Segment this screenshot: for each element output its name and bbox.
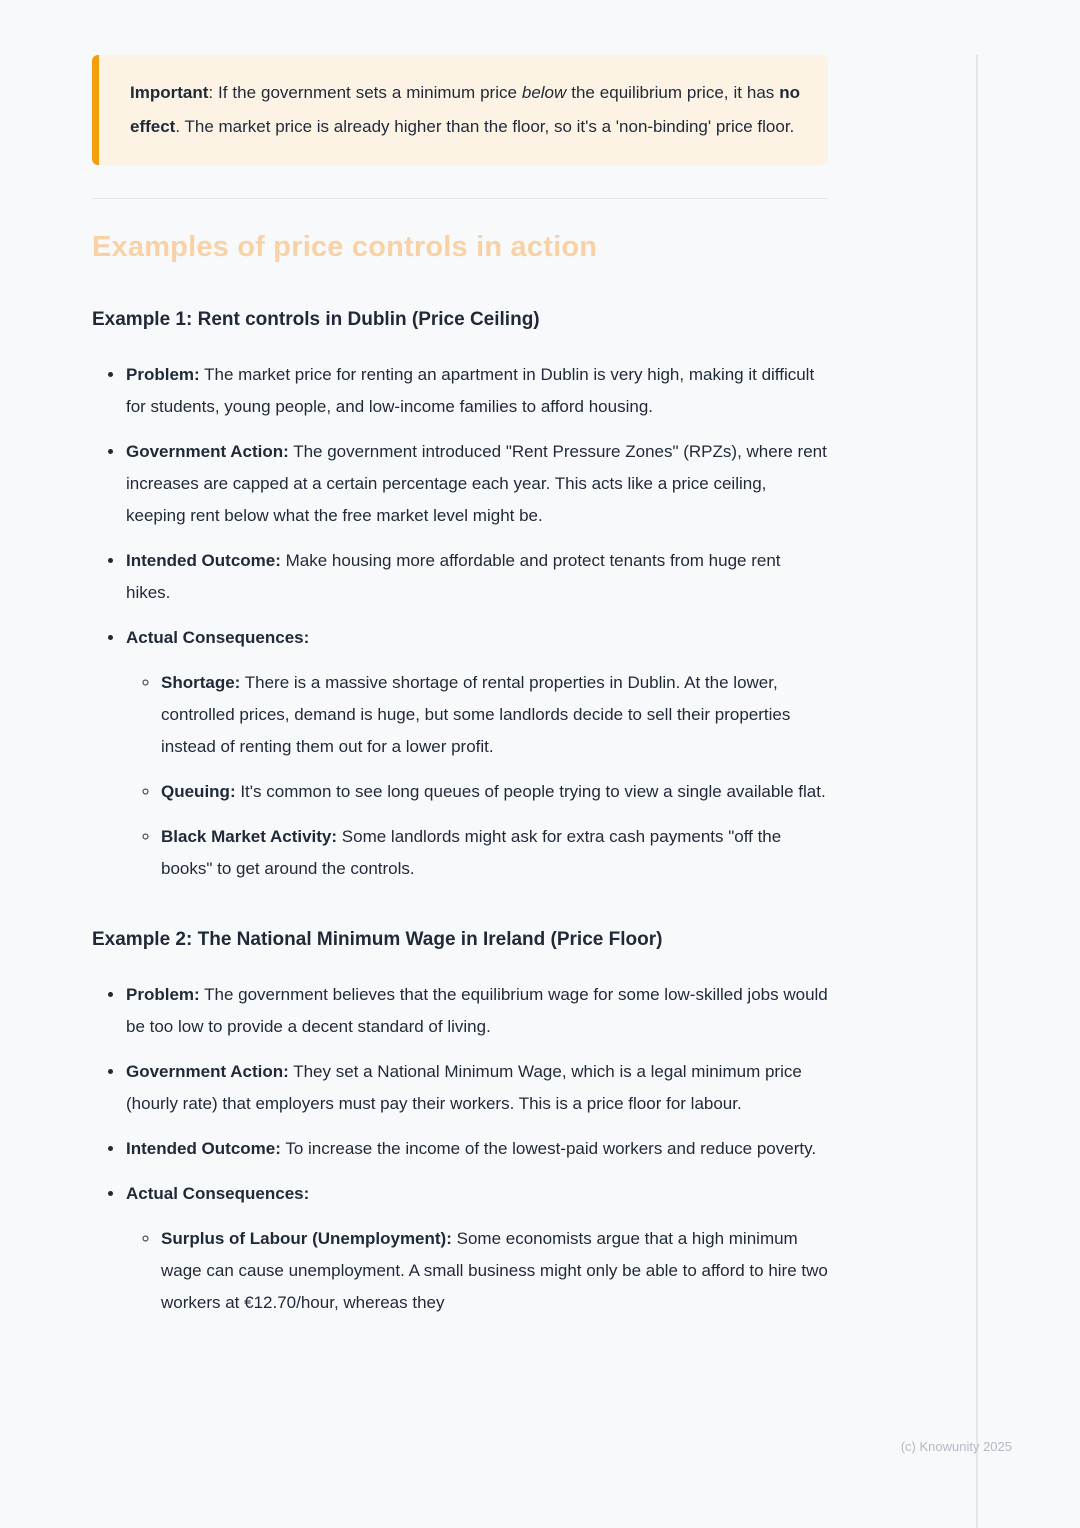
important-callout <box>92 55 828 165</box>
sub-list-item <box>160 1223 828 1319</box>
list-item <box>125 979 828 1043</box>
list-item-consequences <box>125 1178 828 1319</box>
list-item <box>125 1056 828 1120</box>
list-item <box>125 1133 828 1165</box>
copyright-text: (c) Knowunity 2025 <box>900 1439 1012 1454</box>
page-edge-line <box>976 55 978 1528</box>
callout-text <box>130 76 800 144</box>
bullet-text: The government introduced "Rent Pressure Zones" (RPZs), where rent increases are capped at a certain percentage each year. This acts like a price ceiling, keeping rent below what the free market level might be. <box>126 442 827 525</box>
bullet-label: Problem: <box>126 985 200 1004</box>
section-title: Examples of price controls in action <box>92 231 598 263</box>
example1-heading: Example 1: Rent controls in Dublin (Price Ceiling) <box>92 309 540 330</box>
bullet-text: They set a National Minimum Wage, which is a legal minimum price (hourly rate) that employers must pay their workers. This is a price floor for labour. <box>126 1062 802 1113</box>
bullet-label: Black Market Activity: <box>161 827 338 846</box>
callout-run: . The market price is already higher than the floor, so it's a 'non-binding' price floor. <box>175 117 795 136</box>
bullet-label: Government Action: <box>126 442 289 461</box>
bullet-label: Intended Outcome: <box>126 551 281 570</box>
bullet-label: Actual Consequences: <box>126 1184 310 1203</box>
list-item <box>125 359 828 423</box>
callout-bold-no-effect: no effect <box>130 83 800 136</box>
bullet-text: To increase the income of the lowest-paid workers and reduce poverty. <box>280 1139 817 1158</box>
bullet-label: Intended Outcome: <box>126 1139 281 1158</box>
list-item-consequences <box>125 622 828 885</box>
bullet-text: Some landlords might ask for extra cash payments "off the books" to get around the controls. <box>161 827 782 878</box>
bullet-label: Surplus of Labour (Unemployment): <box>161 1229 452 1248</box>
bullet-text: The government believes that the equilibrium wage for some low-skilled jobs would be too low to provide a decent standard of living. <box>126 985 828 1036</box>
example1-consequences-sublist <box>126 667 828 885</box>
list-item <box>125 545 828 609</box>
bullet-text: There is a massive shortage of rental properties in Dublin. At the lower, controlled prices, demand is huge, but some landlords decide to sell their properties instead of renting them out for a lower profit. <box>161 673 791 756</box>
list-item <box>125 436 828 532</box>
bullet-label: Shortage: <box>161 673 241 692</box>
document-content <box>92 55 828 1332</box>
sub-list-item <box>160 667 828 763</box>
bullet-text: It's common to see long queues of people trying to view a single available flat. <box>235 782 826 801</box>
bullet-text: Make housing more affordable and protect tenants from huge rent hikes. <box>126 551 781 602</box>
section-divider <box>92 198 828 199</box>
callout-run: the equilibrium price, it has <box>566 83 780 102</box>
bullet-label: Actual Consequences: <box>126 628 310 647</box>
example2-list <box>92 979 828 1319</box>
callout-run: : If the government sets a minimum price <box>208 83 522 102</box>
example1-list <box>92 359 828 885</box>
bullet-label: Government Action: <box>126 1062 289 1081</box>
bullet-label: Queuing: <box>161 782 236 801</box>
callout-bold-important: Important <box>130 83 209 102</box>
example2-consequences-sublist <box>126 1223 828 1319</box>
bullet-text: The market price for renting an apartment in Dublin is very high, making it difficult for students, young people, and low-income families to afford housing. <box>126 365 815 416</box>
bullet-text: Some economists argue that a high minimum wage can cause unemployment. A small business might only be able to afford to hire two workers at €12.70/hour, whereas they <box>161 1229 828 1312</box>
example2-heading: Example 2: The National Minimum Wage in Ireland (Price Floor) <box>92 929 663 950</box>
sub-list-item <box>160 821 828 885</box>
callout-italic-below: below <box>521 83 567 102</box>
sub-list-item <box>160 776 828 808</box>
bullet-label: Problem: <box>126 365 200 384</box>
